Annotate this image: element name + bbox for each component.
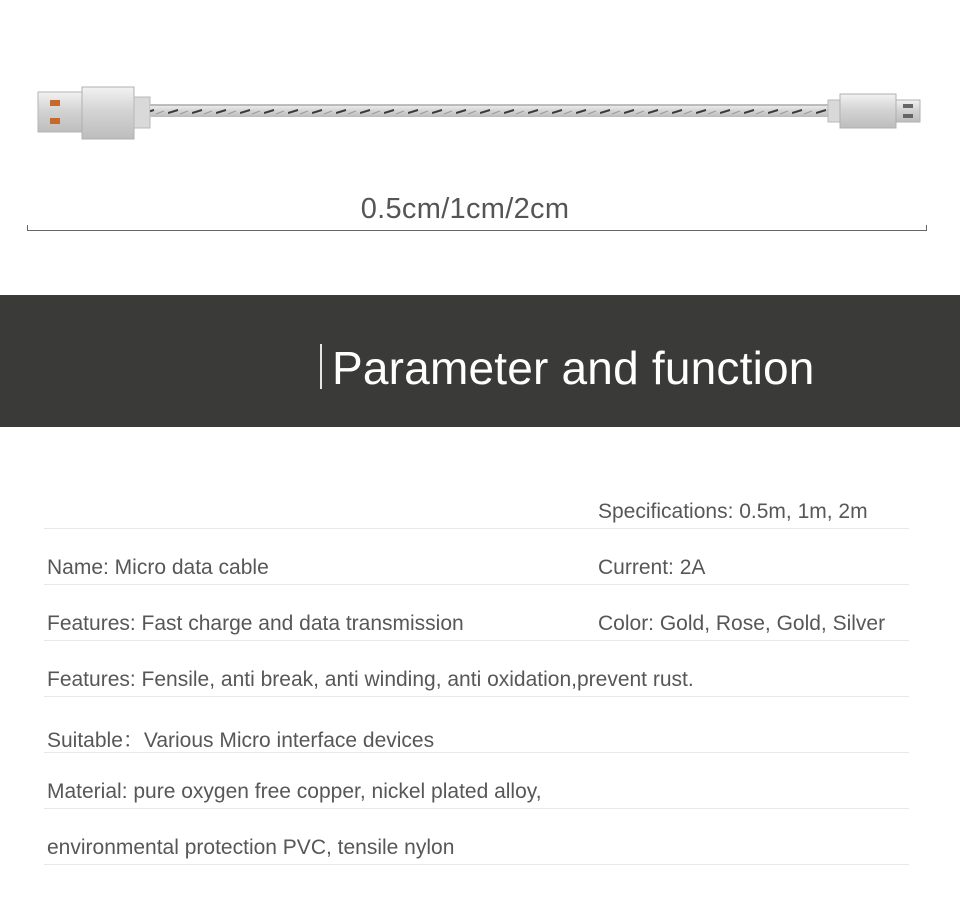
usb-a-connector-icon bbox=[38, 87, 150, 139]
spec-right: Color: Gold, Rose, Gold, Silver bbox=[598, 612, 886, 635]
spec-row bbox=[44, 640, 909, 697]
usb-cable-image bbox=[0, 70, 960, 150]
length-tick-right bbox=[926, 225, 927, 231]
length-tick-left bbox=[27, 225, 28, 231]
spec-right: Specifications: 0.5m, 1m, 2m bbox=[598, 500, 868, 523]
section-banner bbox=[0, 295, 960, 427]
spec-left: Name: Micro data cable bbox=[47, 556, 269, 579]
spec-row bbox=[44, 752, 909, 809]
spec-row bbox=[44, 472, 909, 529]
spec-row bbox=[44, 528, 909, 585]
spec-left: Material: pure oxygen free copper, nickel plated alloy, bbox=[47, 780, 542, 803]
banner-title: Parameter and function bbox=[332, 342, 815, 394]
braided-cable-icon bbox=[150, 104, 828, 117]
micro-usb-connector-icon bbox=[828, 94, 920, 128]
spec-row bbox=[44, 808, 909, 865]
spec-left: environmental protection PVC, tensile nylon bbox=[47, 836, 455, 859]
spec-left: Features: Fensile, anti break, anti winding, anti oxidation,prevent rust. bbox=[47, 668, 694, 691]
spec-right: Current: 2A bbox=[598, 556, 706, 579]
spec-row bbox=[44, 584, 909, 641]
spec-left: Suitable：Various Micro interface devices bbox=[47, 729, 435, 752]
spec-left: Features: Fast charge and data transmission bbox=[47, 612, 464, 635]
spec-row bbox=[44, 696, 909, 753]
length-label: 0.5cm/1cm/2cm bbox=[360, 193, 570, 225]
banner-accent-bar bbox=[320, 344, 322, 389]
cable-illustration bbox=[0, 0, 960, 260]
length-dimension-line bbox=[27, 230, 927, 231]
